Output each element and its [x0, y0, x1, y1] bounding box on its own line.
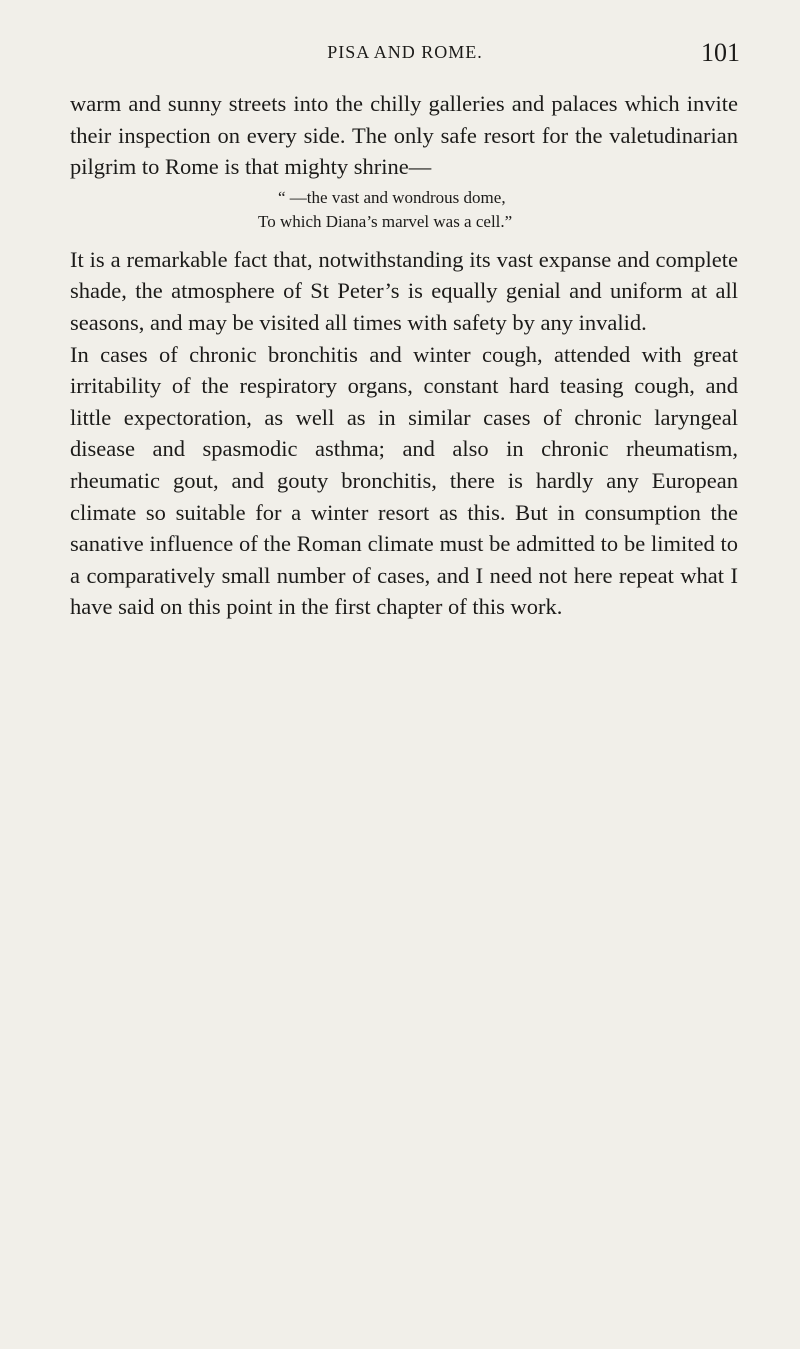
running-head [70, 38, 740, 68]
paragraph-2: It is a remarkable fact that, notwithstanding its vast expanse and complete shade, the atmosphere of St Peter’s is equally genial and uniform at all seasons, and may be visited all times with safety by any invalid. [70, 246, 738, 335]
verse-quote [70, 186, 738, 234]
verse-line-1: “ —the vast and wondrous dome, [278, 187, 506, 207]
paragraph-3: In cases of chronic bronchitis and winter cough, attended with great irritability of the respiratory organs, constant hard teasing cough, and little expectoration, as well as in similar cases of chronic laryngeal disease and spasmodic asthma; and also in chronic rheumatism, rheumatic gout, and gouty bronchitis, there is hardly any European climate so suitable for a winter resort as this. But in consumption the sanative influence of the Roman climate must be admitted to be limited to a comparatively small number of cases, and I need not here repeat what I have said on this point in the first chapter of this work. [70, 341, 738, 620]
running-title: PISA AND ROME. [327, 42, 483, 62]
paragraph-1: warm and sunny streets into the chilly galleries and palaces which invite their inspection on every side. The only safe resort for the valetudinarian pilgrim to Rome is that mighty shrine— [70, 91, 738, 180]
verse-line-2: To which Diana’s marvel was a cell.” [258, 211, 513, 231]
body-text [70, 88, 738, 623]
page-number: 101 [701, 38, 740, 67]
